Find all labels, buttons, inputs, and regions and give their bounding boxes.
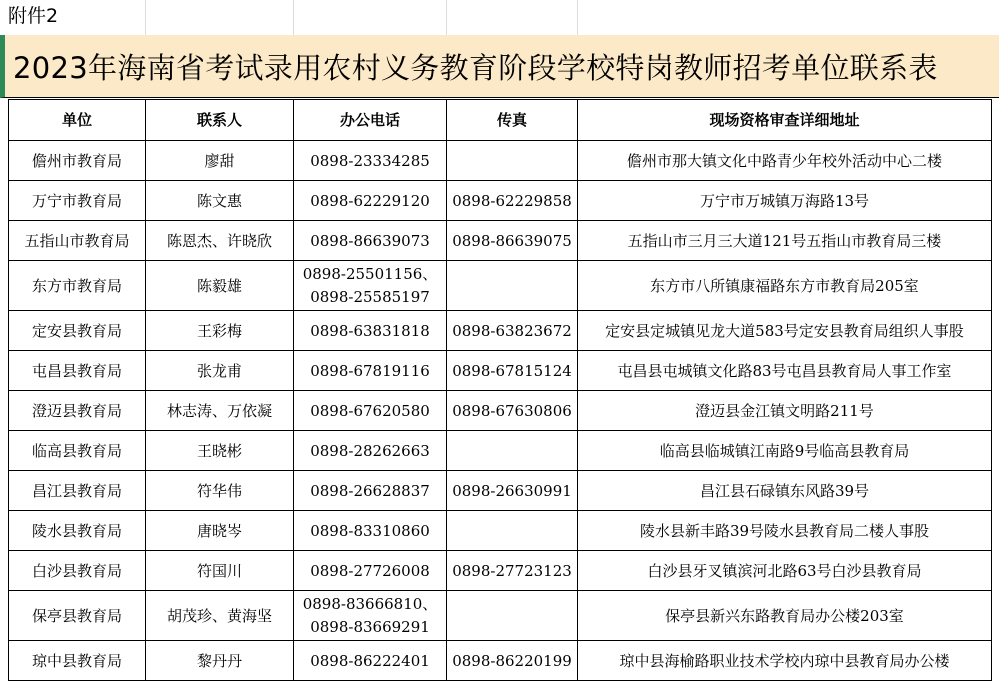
cell-phone[interactable]: 0898-86639073: [294, 221, 447, 261]
cell-address[interactable]: 琼中县海榆路职业技术学校内琼中县教育局办公楼: [578, 641, 992, 681]
cell-fax[interactable]: 0898-62229858: [447, 181, 578, 221]
cell-phone[interactable]: 0898-27726008: [294, 551, 447, 591]
cell-fax[interactable]: 0898-63823672: [447, 311, 578, 351]
cell-contact[interactable]: 王彩梅: [146, 311, 294, 351]
cell-phone[interactable]: 0898-67819116: [294, 351, 447, 391]
cell-contact[interactable]: 林志涛、万依凝: [146, 391, 294, 431]
table-row: [9, 141, 992, 181]
cell-phone[interactable]: 0898-83310860: [294, 511, 447, 551]
grid-cell[interactable]: [293, 0, 447, 35]
attachment-row: [0, 0, 999, 36]
cell-unit[interactable]: 昌江县教育局: [9, 471, 146, 511]
cell-address[interactable]: 屯昌县屯城镇文化路83号屯昌县教育局人事工作室: [578, 351, 992, 391]
cell-contact[interactable]: 廖甜: [146, 141, 294, 181]
cell-fax[interactable]: [447, 261, 578, 311]
cell-fax[interactable]: [447, 511, 578, 551]
table-row: [9, 511, 992, 551]
cell-phone[interactable]: 0898-62229120: [294, 181, 447, 221]
contact-table: [8, 99, 992, 681]
phone-line: 0898-83666810、: [302, 594, 438, 613]
cell-address[interactable]: 定安县定城镇见龙大道583号定安县教育局组织人事股: [578, 311, 992, 351]
cell-fax[interactable]: 0898-86639075: [447, 221, 578, 261]
table-row: [9, 551, 992, 591]
table-row: [9, 641, 992, 681]
column-header-fax[interactable]: 传真: [447, 100, 578, 141]
cell-contact[interactable]: 陈毅雄: [146, 261, 294, 311]
cell-address[interactable]: 东方市八所镇康福路东方市教育局205室: [578, 261, 992, 311]
cell-contact[interactable]: 黎丹丹: [146, 641, 294, 681]
cell-phone[interactable]: [294, 261, 447, 311]
cell-fax[interactable]: 0898-26630991: [447, 471, 578, 511]
cell-address[interactable]: 万宁市万城镇万海路13号: [578, 181, 992, 221]
cell-fax[interactable]: 0898-67815124: [447, 351, 578, 391]
title-band: [0, 35, 999, 98]
cell-unit[interactable]: 澄迈县教育局: [9, 391, 146, 431]
table-header-row: [9, 100, 992, 141]
table-row: [9, 351, 992, 391]
cell-unit[interactable]: 五指山市教育局: [9, 221, 146, 261]
cell-phone[interactable]: 0898-23334285: [294, 141, 447, 181]
cell-address[interactable]: 澄迈县金江镇文明路211号: [578, 391, 992, 431]
table-row: [9, 591, 992, 641]
cell-phone[interactable]: [294, 591, 447, 641]
cell-fax[interactable]: 0898-86220199: [447, 641, 578, 681]
cell-address[interactable]: 陵水县新丰路39号陵水县教育局二楼人事股: [578, 511, 992, 551]
cell-unit[interactable]: 儋州市教育局: [9, 141, 146, 181]
phone-line: 0898-83669291: [310, 617, 430, 636]
cell-contact[interactable]: 唐晓岑: [146, 511, 294, 551]
table-row: [9, 431, 992, 471]
cell-phone[interactable]: 0898-26628837: [294, 471, 447, 511]
cell-contact[interactable]: 符国川: [146, 551, 294, 591]
cell-address[interactable]: 白沙县牙叉镇滨河北路63号白沙县教育局: [578, 551, 992, 591]
cell-unit[interactable]: 屯昌县教育局: [9, 351, 146, 391]
grid-cell[interactable]: [145, 0, 294, 35]
cell-contact[interactable]: 陈恩杰、许晓欣: [146, 221, 294, 261]
cell-fax[interactable]: 0898-67630806: [447, 391, 578, 431]
cell-unit[interactable]: 万宁市教育局: [9, 181, 146, 221]
table-row: [9, 181, 992, 221]
table-row: [9, 471, 992, 511]
cell-phone[interactable]: 0898-86222401: [294, 641, 447, 681]
table-row: [9, 221, 992, 261]
phone-line: 0898-25501156、: [302, 264, 438, 283]
column-header-address[interactable]: 现场资格审查详细地址: [578, 100, 992, 141]
cell-unit[interactable]: 临高县教育局: [9, 431, 146, 471]
column-header-unit[interactable]: 单位: [9, 100, 146, 141]
table-row: [9, 391, 992, 431]
cell-fax[interactable]: 0898-27723123: [447, 551, 578, 591]
cell-address[interactable]: 临高县临城镇江南路9号临高县教育局: [578, 431, 992, 471]
cell-contact[interactable]: 符华伟: [146, 471, 294, 511]
page-title: 2023年海南省考试录用农村义务教育阶段学校特岗教师招考单位联系表: [13, 51, 938, 85]
cell-unit[interactable]: 琼中县教育局: [9, 641, 146, 681]
cell-unit[interactable]: 陵水县教育局: [9, 511, 146, 551]
cell-address[interactable]: 保亭县新兴东路教育局办公楼203室: [578, 591, 992, 641]
table-row: [9, 311, 992, 351]
cell-unit[interactable]: 东方市教育局: [9, 261, 146, 311]
cell-unit[interactable]: 白沙县教育局: [9, 551, 146, 591]
attachment-label: 附件2: [8, 5, 59, 27]
cell-contact[interactable]: 张龙甫: [146, 351, 294, 391]
grid-cell[interactable]: [446, 0, 578, 35]
cell-phone[interactable]: 0898-63831818: [294, 311, 447, 351]
cell-contact[interactable]: 王晓彬: [146, 431, 294, 471]
cell-address[interactable]: 昌江县石碌镇东风路39号: [578, 471, 992, 511]
cell-unit[interactable]: 保亭县教育局: [9, 591, 146, 641]
cell-unit[interactable]: 定安县教育局: [9, 311, 146, 351]
cell-contact[interactable]: 陈文惠: [146, 181, 294, 221]
column-header-phone[interactable]: 办公电话: [294, 100, 447, 141]
cell-fax[interactable]: [447, 141, 578, 181]
cell-phone[interactable]: 0898-28262663: [294, 431, 447, 471]
phone-line: 0898-25585197: [310, 287, 430, 306]
column-header-contact[interactable]: 联系人: [146, 100, 294, 141]
cell-address[interactable]: 儋州市那大镇文化中路青少年校外活动中心二楼: [578, 141, 992, 181]
cell-fax[interactable]: [447, 431, 578, 471]
cell-address[interactable]: 五指山市三月三大道121号五指山市教育局三楼: [578, 221, 992, 261]
cell-contact[interactable]: 胡茂珍、黄海坚: [146, 591, 294, 641]
cell-fax[interactable]: [447, 591, 578, 641]
table-row: [9, 261, 992, 311]
cell-phone[interactable]: 0898-67620580: [294, 391, 447, 431]
